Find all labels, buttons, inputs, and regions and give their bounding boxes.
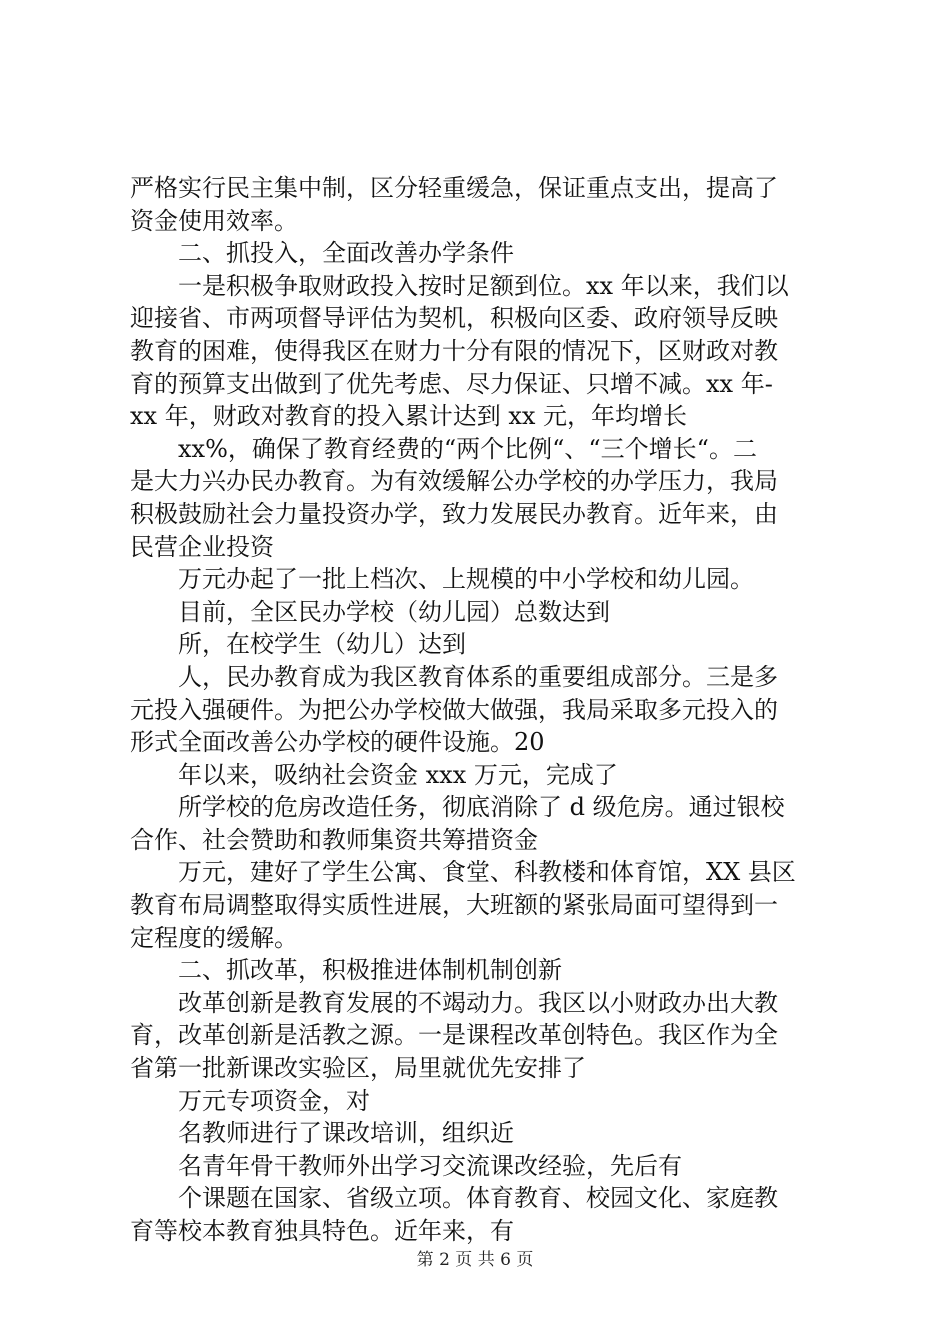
section-heading: 二、抓改革，积极推进体制机制创新 <box>178 956 562 985</box>
text-line: xx 年，财政对教育的投入累计达到 xx 元，年均增长 <box>130 402 688 431</box>
text-line: 育等校本教育独具特色。近年来，有 <box>130 1217 514 1245</box>
text-line: 民营企业投资 <box>130 532 274 561</box>
text-line: 育，改革创新是活教之源。一是课程改革创特色。我区作为全 <box>130 1021 778 1050</box>
text-line: 所，在校学生（幼儿）达到 <box>178 630 466 659</box>
text-line: 目前，全区民办学校（幼儿园）总数达到 <box>178 597 610 626</box>
text-line: 教育布局调整取得实质性进展，大班额的紧张局面可望得到一 <box>130 891 778 920</box>
text-line: 所学校的危房改造任务，彻底消除了 d 级危房。通过银校 <box>178 793 785 822</box>
text-line: 个课题在国家、省级立项。体育教育、校园文化、家庭教 <box>178 1184 778 1213</box>
body-text <box>130 172 830 1248</box>
text-line: xx%，确保了教育经费的“两个比例“、“三个增长“。二 <box>178 434 757 463</box>
text-line: 人，民办教育成为我区教育体系的重要组成部分。三是多 <box>178 662 778 691</box>
text-line: 省第一批新课改实验区，局里就优先安排了 <box>130 1054 586 1083</box>
text-line: 形式全面改善公办学校的硬件设施。20 <box>130 728 545 757</box>
section-heading: 二、抓投入，全面改善办学条件 <box>178 239 514 268</box>
text-line: 教育的困难，使得我区在财力十分有限的情况下，区财政对教 <box>130 336 778 365</box>
text-line: 严格实行民主集中制，区分轻重缓急，保证重点支出，提高了 <box>130 174 778 202</box>
text-line: 资金使用效率。 <box>130 206 298 235</box>
text-line: 是大力兴办民办教育。为有效缓解公办学校的办学压力，我局 <box>130 467 778 496</box>
text-line: 迎接省、市两项督导评估为契机，积极向区委、政府领导反映 <box>130 304 778 333</box>
page-number-footer: 第 2 页 共 6 页 <box>416 1250 534 1270</box>
text-line: 元投入强硬件。为把公办学校做大做强，我局采取多元投入的 <box>130 695 778 724</box>
text-line: 万元专项资金，对 <box>178 1086 370 1115</box>
text-line: 改革创新是教育发展的不竭动力。我区以小财政办出大教 <box>178 988 778 1017</box>
text-line: 积极鼓励社会力量投资办学，致力发展民办教育。近年来，由 <box>130 499 778 528</box>
text-line: 合作、社会赞助和教师集资共筹措资金 <box>130 825 538 854</box>
text-line: 名青年骨干教师外出学习交流课改经验，先后有 <box>178 1151 682 1180</box>
text-line: 名教师进行了课改培训，组织近 <box>178 1119 514 1148</box>
text-line: 一是积极争取财政投入按时足额到位。xx 年以来，我们以 <box>178 271 789 300</box>
text-line: 万元办起了一批上档次、上规模的中小学校和幼儿园。 <box>178 565 754 594</box>
text-line: 育的预算支出做到了优先考虑、尽力保证、只增不减。xx 年- <box>130 369 773 398</box>
text-line: 年以来，吸纳社会资金 xxx 万元，完成了 <box>178 760 618 789</box>
text-line: 万元，建好了学生公寓、食堂、科教楼和体育馆，XX 县区 <box>178 858 796 887</box>
text-line: 定程度的缓解。 <box>130 923 298 952</box>
